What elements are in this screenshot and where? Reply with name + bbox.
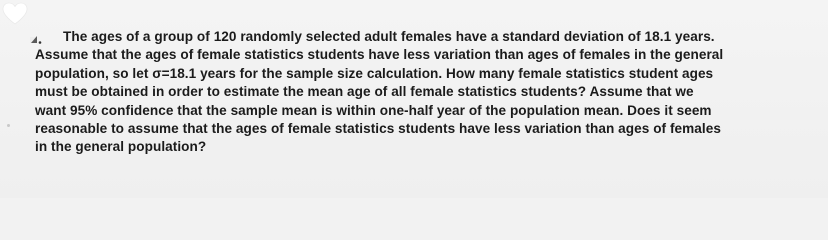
question-line-7: in the general population? (35, 139, 207, 155)
question-line-3: population, so let σ=18.1 years for the sample size calculation. How many female statistics student ages (35, 65, 714, 81)
question-line-4: must be obtained in order to estimate the mean age of all female statistics students? Assume that we (35, 84, 694, 100)
scan-speck (7, 124, 10, 127)
question-line-5: want 95% confidence that the sample mean is within one-half year of the population mean. Does it seem (35, 102, 712, 118)
question-line-6: reasonable to assume that the ages of female statistics students have less variation than ages of females (35, 121, 721, 137)
question-line-2: Assume that the ages of female statistics students have less variation than ages of females in the general (35, 47, 724, 63)
heart-icon (2, 2, 28, 26)
question-text (35, 28, 815, 157)
question-line-1: The ages of a group of 120 randomly selected adult females have a standard deviation of 18.1 years. (63, 29, 715, 44)
